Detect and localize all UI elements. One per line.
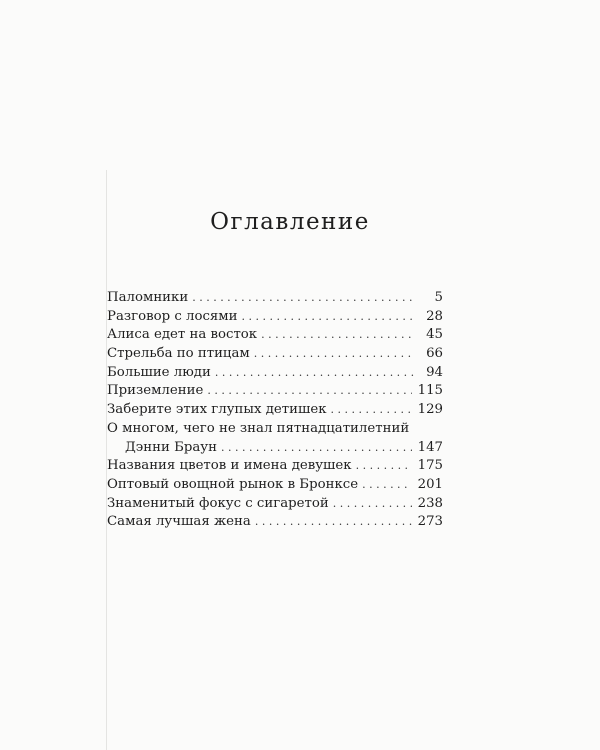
entry-title-continued: Дэнни Браун [125, 439, 217, 455]
entry-title: Заберите этих глупых детишек [107, 402, 327, 418]
entry-page: 238 [417, 495, 443, 511]
entry-title: Разговор с лосями [107, 308, 238, 324]
entry-title: Приземление [107, 383, 204, 399]
dot-leader [254, 345, 415, 364]
entry-title: Знаменитый фокус с сигаретой [107, 495, 329, 511]
toc-entry [107, 457, 443, 476]
table-of-contents [107, 289, 443, 532]
entry-title: О многом, чего не знал пятнадцатилетний [107, 420, 410, 436]
entry-page: 66 [426, 346, 443, 362]
entry-title: Алиса едет на восток [107, 327, 258, 343]
toc-entry [107, 364, 443, 383]
dot-leader [192, 289, 415, 308]
toc-entry [107, 308, 443, 327]
page-title: Оглавление [210, 209, 370, 236]
dot-leader [221, 439, 412, 458]
toc-entry [107, 495, 443, 514]
toc-entry [107, 476, 443, 495]
dot-leader [255, 513, 412, 532]
entry-title: Большие люди [107, 364, 211, 380]
toc-entry [107, 326, 443, 345]
entry-title: Самая лучшая жена [107, 514, 251, 530]
entry-title: Оптовый овощной рынок в Бронксе [107, 476, 359, 492]
entry-page: 115 [417, 383, 443, 399]
entry-title: Паломники [107, 290, 189, 305]
dot-leader [207, 382, 411, 401]
entry-title: Названия цветов и имена девушек [107, 458, 352, 474]
entry-page: 175 [417, 458, 443, 474]
dot-leader [356, 457, 412, 476]
dot-leader [261, 326, 415, 345]
dot-leader [242, 308, 416, 327]
entry-page: 28 [426, 308, 443, 324]
dot-leader [362, 476, 412, 495]
toc-entry-line1 [107, 420, 443, 439]
dot-leader [333, 495, 412, 514]
toc-entry [107, 345, 443, 364]
dot-leader [215, 364, 415, 383]
dot-leader [331, 401, 412, 420]
toc-entry [107, 513, 443, 532]
entry-page: 201 [417, 476, 443, 492]
entry-page: 5 [434, 290, 443, 305]
toc-entry-line2 [107, 439, 443, 458]
entry-page: 129 [417, 402, 443, 418]
toc-entry [107, 382, 443, 401]
entry-page: 147 [417, 439, 443, 455]
toc-entry [107, 289, 443, 308]
toc-entry [107, 401, 443, 420]
entry-page: 273 [417, 514, 443, 530]
entry-page: 45 [426, 327, 443, 343]
entry-page: 94 [426, 364, 443, 380]
entry-title: Стрельба по птицам [107, 346, 250, 362]
